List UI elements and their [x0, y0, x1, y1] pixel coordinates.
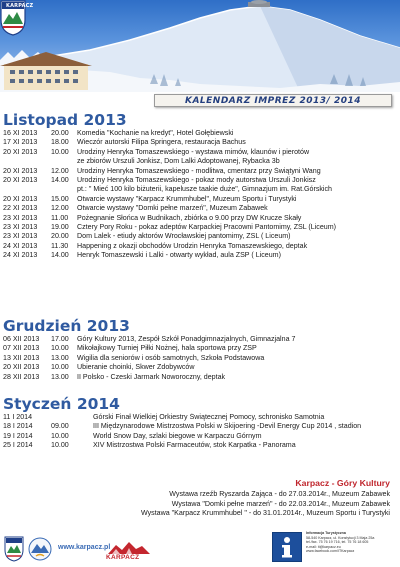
event-description: Urodziny Henryka Tomaszewskiego - wystawa mimów, klaunów i pierotów: [77, 147, 310, 156]
event-description: Komedia "Kochanie na kredyt", Hotel Gołębiewski: [77, 129, 234, 137]
event-description: II Polsko - Czeski Jarmark Noworoczny, deptak: [77, 372, 226, 381]
event-row: [3, 138, 398, 147]
info-line: 58-540 Karpacz, ul. Konstytucji 3 Maja 25a: [306, 535, 375, 540]
event-description: Wigilia dla seniorów i osób samotnych, Szkoła Podstawowa: [77, 353, 265, 362]
info-line: tel./fax. 75 76 19 716, tel. 75 76 18 605: [306, 540, 369, 545]
karpacz-crest-icon: [4, 536, 24, 562]
section-title: Grudzień 2013: [3, 317, 130, 335]
event-row: [3, 335, 398, 344]
karpacz-logo-text: KARPACZ: [106, 554, 140, 561]
event-description: Urodziny Henryka Tomaszewskiego - pokaz mody autorstwa Urszuli Jonkisz: [77, 176, 316, 185]
event-date: 23 XI 2013: [3, 232, 38, 241]
event-list: [3, 129, 398, 261]
event-row: [3, 223, 398, 232]
event-time: 10.00: [51, 147, 69, 156]
event-date: 20 XI 2013: [3, 147, 38, 156]
event-description: Pożegnanie Słońca w Budnikach, zbiórka o 9.00 przy DW Krucze Skały: [77, 213, 302, 222]
event-description: Ubieranie choinki, Skwer Zdobywców: [77, 363, 195, 372]
info-line: Informacja Turystyczna: [306, 531, 346, 535]
event-row: [3, 129, 398, 138]
event-description: World Snow Day, szlaki biegowe w Karpaczu Górnym: [93, 431, 262, 440]
event-date: [3, 185, 51, 194]
event-date: 17 XI 2013: [3, 138, 38, 147]
event-row: [3, 204, 398, 213]
info-i-glyph: [273, 533, 301, 561]
footer-logos: [0, 530, 400, 567]
event-time: [51, 413, 93, 422]
event-row: [3, 242, 398, 251]
info-line[interactable]: e-mail: it@karpacz.eu: [306, 544, 341, 549]
event-time: 10.00: [51, 344, 69, 353]
calendar-title-bar: [154, 94, 392, 107]
event-time: 19.00: [51, 223, 69, 232]
karkonosze-logo-icon: [28, 536, 52, 562]
event-date: 06 XII 2013: [3, 335, 40, 343]
section-grudzien: [3, 317, 398, 382]
event-time: 14.00: [51, 176, 69, 185]
event-time: 18.00: [51, 138, 69, 147]
exhibition-line: Wystawa "Karpacz Krummhubel " - do 31.01.2014r., Muzeum Sportu i Turystyki: [140, 509, 390, 517]
event-description: ze zbiorów Urszuli Jonkisz, Dom Lalki Adoptowanej, Rybacka 3b: [77, 157, 280, 166]
section-title: Styczeń 2014: [3, 395, 120, 413]
event-row: [3, 185, 398, 194]
event-row: [3, 422, 398, 431]
event-row: [3, 354, 398, 363]
event-row: [3, 232, 398, 241]
event-list: [3, 413, 398, 451]
event-row: [3, 441, 398, 450]
event-date: [3, 157, 51, 166]
event-time: 17.00: [51, 335, 69, 343]
crest-label: KARPACZ: [6, 3, 34, 9]
event-time: [51, 157, 77, 166]
event-description: Otwarcie wystawy "Domki pełne marzeń", Muzeum Zabawek: [77, 204, 268, 213]
event-date: 20 XI 2013: [3, 176, 38, 185]
event-row: [3, 373, 398, 382]
exhibition-line: Wystawa "Domki pełne marzeń" - do 22.03.2014r., Muzeum Zabawek: [171, 499, 390, 508]
event-time: 12.00: [51, 204, 69, 213]
event-date: 28 XII 2013: [3, 372, 40, 381]
event-date: 23 XI 2013: [3, 223, 38, 232]
section-styczen: [3, 395, 398, 451]
event-row: [3, 251, 398, 260]
information-icon: [272, 532, 302, 562]
event-row: [3, 344, 398, 353]
event-description: Góry Kultury 2013, Zespół Szkół Ponadgimnazjalnych, Gimnazjalna 7: [77, 335, 296, 343]
event-date: 16 XI 2013: [3, 129, 38, 137]
event-description: III Międzynarodowe Mistrzostwa Polski w Skijoering -Devil Energy Cup 2014 , stadion: [93, 422, 362, 431]
event-description: pt.: " Mieć 100 kilo biżuterii, kapelusze taakie duże", Gimnazjum im. Rat.Górskich: [77, 185, 332, 194]
event-row: [3, 413, 398, 422]
event-time: 20.00: [51, 232, 69, 241]
event-description: Dom Lalek - etiudy aktorów Wrocławskiej pantomimy, ZSL ( Liceum): [77, 232, 291, 241]
event-row: [3, 195, 398, 204]
website-link[interactable]: www.karpacz.pl: [58, 544, 111, 551]
info-line[interactable]: www.facebook.com/ITKarpacz: [306, 549, 355, 554]
exhibition-line: Wystawa rzeźb Ryszarda Zająca - do 27.03.2014r., Muzeum Zabawek: [169, 490, 390, 498]
event-list: [3, 335, 398, 382]
event-time: 10.00: [51, 431, 69, 440]
event-date: 18 I 2014: [3, 422, 33, 431]
exhibitions-list: [60, 490, 390, 519]
event-time: 12.00: [51, 166, 69, 175]
event-description: Górski Finał Wielkiej Orkiestry Świątecznej Pomocy, schronisko Samotnia: [93, 413, 325, 421]
event-date: 25 I 2014: [3, 441, 33, 450]
calendar-title: KALENDARZ IMPREZ 2013/ 2014: [184, 95, 362, 106]
event-description: Otwarcie wystawy "Karpacz Krummhubel", Muzeum Sportu i Turystyki: [77, 194, 297, 203]
event-time: 11.30: [51, 241, 69, 250]
event-row: [3, 214, 398, 223]
event-time: 13.00: [51, 372, 69, 381]
event-row: [3, 167, 398, 176]
event-time: 20.00: [51, 129, 69, 137]
event-date: 23 XI 2013: [3, 213, 38, 222]
event-time: 14.00: [51, 251, 69, 260]
event-date: 22 XI 2013: [3, 204, 38, 213]
event-row: [3, 432, 398, 441]
event-description: Happening z okazji obchodów Urodzin Henryka Tomaszewskiego, deptak: [77, 241, 308, 250]
event-date: 24 XI 2013: [3, 251, 38, 260]
event-row: [3, 157, 398, 166]
event-description: Henryk Tomaszewski i Lalki - otwarty wykład, aula ZSP ( Liceum): [77, 251, 281, 260]
event-date: 20 XII 2013: [3, 363, 40, 372]
event-date: 20 XI 2013: [3, 194, 38, 203]
event-description: Urodziny Henryka Tomaszewskiego - modlitwa, cmentarz przy Świątyni Wang: [77, 166, 321, 175]
event-date: 13 XII 2013: [3, 353, 40, 362]
event-row: [3, 176, 398, 185]
event-row: [3, 148, 398, 157]
event-date: 11 I 2014: [3, 413, 33, 421]
event-time: 09.00: [51, 422, 69, 431]
event-time: 10.00: [51, 363, 69, 372]
event-date: 07 XII 2013: [3, 344, 40, 353]
event-time: 11.00: [51, 213, 69, 222]
section-title: Listopad 2013: [3, 111, 127, 129]
event-date: 19 I 2014: [3, 431, 33, 440]
event-time: [51, 185, 77, 194]
event-time: 15.00: [51, 194, 69, 203]
event-date: 20 XI 2013: [3, 166, 38, 175]
event-description: XIV Mistrzostwa Polski Farmaceutów, stok Karpatka - Panorama: [93, 441, 296, 450]
event-description: Wieczór autorski Filipa Springera, restauracja Bachus: [77, 138, 246, 147]
gory-kultury-heading: Karpacz - Góry Kultury: [295, 478, 390, 488]
header-banner: [0, 0, 400, 92]
info-contact-text: [306, 531, 374, 554]
event-description: Cztery Pory Roku - pokaz adeptów Karpackiej Pracowni Pantomimy, ZSL (Liceum): [77, 223, 337, 232]
snowy-mountain-illustration: [0, 0, 400, 92]
event-time: 10.00: [51, 441, 69, 450]
tourist-information: [272, 530, 400, 567]
event-row: [3, 363, 398, 372]
event-time: 13.00: [51, 353, 69, 362]
event-date: 24 XI 2013: [3, 241, 38, 250]
section-listopad: [3, 111, 398, 261]
event-description: Mikołajkowy Turniej Piłki Nożnej, hala sportowa przy ZSP: [77, 344, 257, 353]
